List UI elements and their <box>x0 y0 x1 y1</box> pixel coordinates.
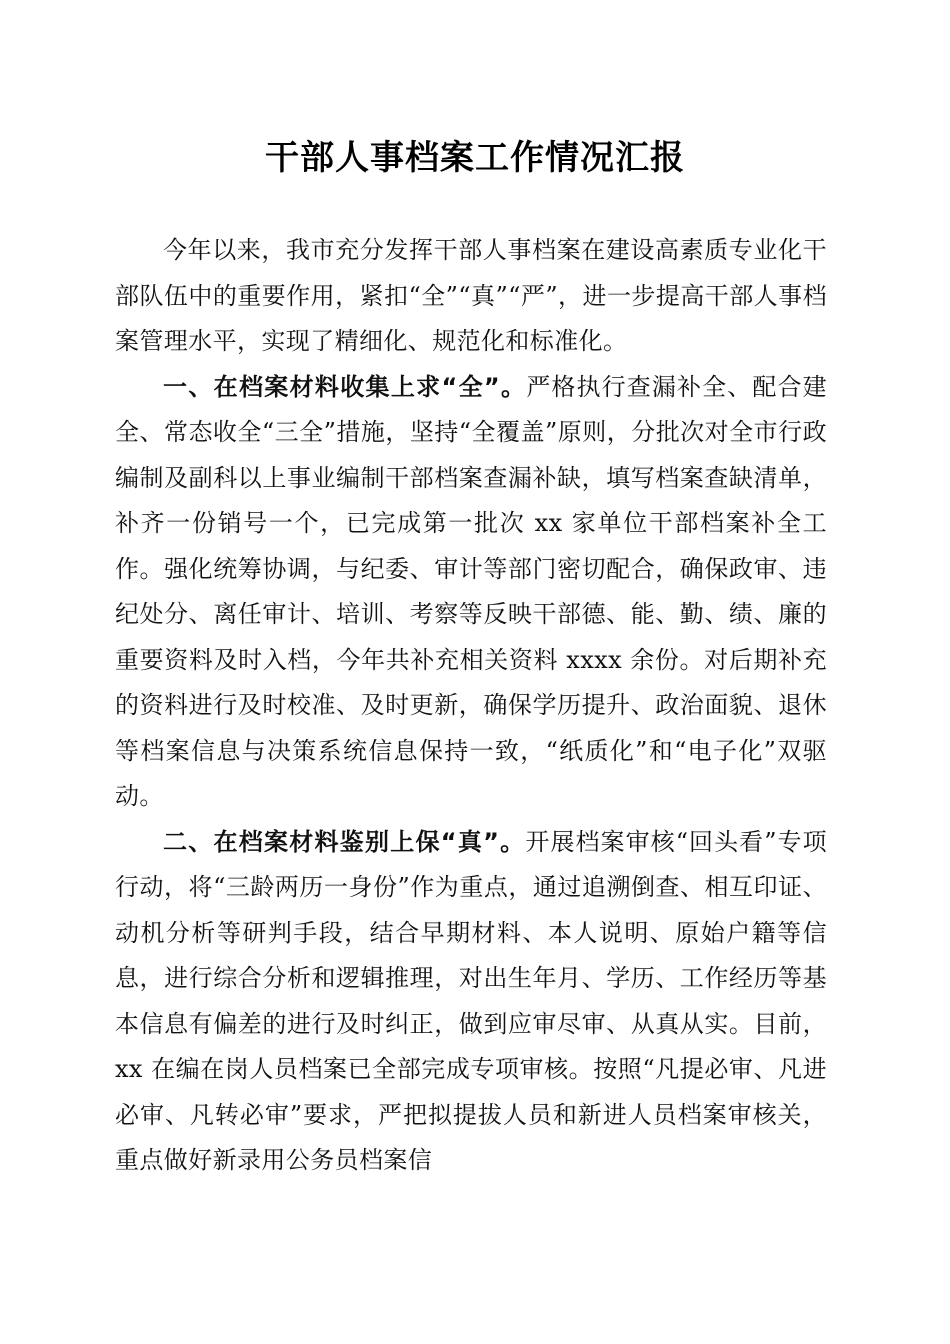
section-2-heading: 二、在档案材料鉴别上保“真”。 <box>163 827 526 856</box>
section-2-paragraph <box>115 820 827 1184</box>
section-1-paragraph <box>115 365 827 820</box>
section-2-text: 开展档案审核“回头看”专项行动，将“三龄两历一身份”作为重点，通过追溯倒查、相互印证、动机分析等研判手段，结合早期材料、本人说明、原始户籍等信息，进行综合分析和逻辑推理，对出生年月、学历、工作经历等基本信息有偏差的进行及时纠正，做到应审尽审、从真从实。目前，xx 在编在岗人员档案已全部完成专项审核。按照“凡提必审、凡进必审、凡转必审”要求，严把拟提拔人员和新进人员档案审核关，重点做好新录用公务员档案信 <box>115 827 827 1174</box>
document-title: 干部人事档案工作情况汇报 <box>265 138 685 178</box>
section-1-text: 严格执行查漏补全、配合建全、常态收全“三全”措施，坚持“全覆盖”原则，分批次对全市行政编制及副科以上事业编制干部档案查漏补缺，填写档案查缺清单，补齐一份销号一个，已完成第一批次 xx 家单位干部档案补全工作。强化统筹协调，与纪委、审计等部门密切配合，确保政审、违纪处分、离任审计、培训、考察等反映干部德、能、勤、绩、廉的重要资料及时入档，今年共补充相关资料 xxxx 余份。对后期补充的资料进行及时校准、及时更新，确保学历提升、政治面貌、退休等档案信息与决策系统信息保持一致，“纸质化”和“电子化”双驱动。 <box>115 372 827 810</box>
document-body <box>115 228 827 1184</box>
intro-paragraph: 今年以来，我市充分发挥干部人事档案在建设高素质专业化干部队伍中的重要作用，紧扣“全”“真”“严”，进一步提高干部人事档案管理水平，实现了精细化、规范化和标准化。 <box>115 236 827 355</box>
section-1-heading: 一、在档案材料收集上求“全”。 <box>163 372 527 401</box>
